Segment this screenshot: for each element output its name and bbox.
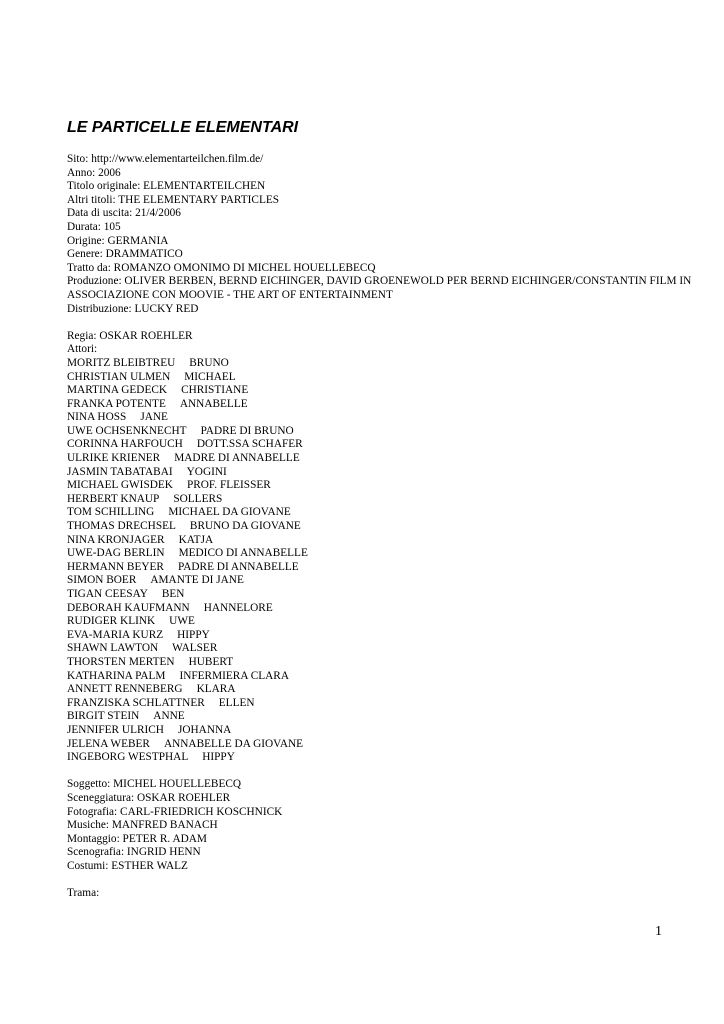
info-label: Distribuzione: bbox=[67, 302, 132, 315]
actor-row bbox=[67, 697, 697, 711]
crew-value: OSKAR ROEHLER bbox=[136, 791, 231, 804]
actor-name: HERMANN BEYER bbox=[67, 560, 164, 573]
actor-name: UWE-DAG BERLIN bbox=[67, 547, 165, 560]
actor-name: NINA HOSS bbox=[67, 411, 127, 424]
actor-row bbox=[67, 534, 697, 548]
info-line bbox=[67, 248, 697, 262]
info-label: Sito: bbox=[67, 153, 89, 165]
info-value: 21/4/2006 bbox=[135, 207, 181, 220]
actor-role: PROF. FLEISSER bbox=[186, 479, 271, 492]
info-value: http://www.elementarteilchen.film.de/ bbox=[91, 153, 264, 165]
actor-row bbox=[67, 615, 697, 629]
info-label: Durata: bbox=[67, 220, 101, 233]
crew-value: MANFRED BANACH bbox=[111, 819, 218, 832]
actor-role: MADRE DI ANNABELLE bbox=[174, 452, 300, 465]
actor-row bbox=[67, 493, 697, 507]
crew-line bbox=[67, 806, 697, 820]
crew-value: PETER R. ADAM bbox=[122, 832, 207, 845]
crew-value: CARL-FRIEDRICH KOSCHNICK bbox=[120, 805, 283, 818]
trama-label: Trama: bbox=[67, 887, 100, 900]
actor-role: KATJA bbox=[178, 533, 214, 546]
actor-name: JENNIFER ULRICH bbox=[67, 723, 164, 736]
actor-name: MORITZ BLEIBTREU bbox=[67, 356, 176, 369]
spacer bbox=[67, 873, 697, 887]
crew-line bbox=[67, 778, 697, 792]
info-line bbox=[67, 153, 697, 167]
actor-name: FRANZISKA SCHLATTNER bbox=[67, 696, 205, 709]
actor-role: BRUNO bbox=[189, 356, 229, 369]
crew-line bbox=[67, 792, 697, 806]
actor-row bbox=[67, 506, 697, 520]
actor-role: JANE bbox=[140, 411, 168, 424]
crew-label: Scenografia: bbox=[67, 846, 125, 859]
info-value: ROMANZO OMONIMO DI MICHEL HOUELLEBECQ bbox=[113, 261, 376, 274]
actor-row bbox=[67, 602, 697, 616]
info-label: Produzione: bbox=[67, 275, 122, 288]
actor-row bbox=[67, 411, 697, 425]
actor-name: DEBORAH KAUFMANN bbox=[67, 601, 190, 614]
actor-name: SHAWN LAWTON bbox=[67, 642, 159, 655]
info-line bbox=[67, 180, 697, 194]
actor-row bbox=[67, 588, 697, 602]
info-label: Altri titoli: bbox=[67, 193, 116, 206]
crew-label: Costumi: bbox=[67, 859, 109, 872]
info-line bbox=[67, 221, 697, 235]
actor-role: MICHAEL bbox=[184, 370, 236, 383]
actor-row bbox=[67, 561, 697, 575]
actor-name: CHRISTIAN ULMEN bbox=[67, 370, 171, 383]
info-value: 105 bbox=[103, 220, 121, 233]
actor-row bbox=[67, 710, 697, 724]
crew-label: Soggetto: bbox=[67, 778, 111, 791]
info-value: LUCKY RED bbox=[134, 302, 199, 315]
actor-name: THORSTEN MERTEN bbox=[67, 655, 175, 668]
actor-row bbox=[67, 547, 697, 561]
actor-name: UWE OCHSENKNECHT bbox=[67, 424, 187, 437]
actors-list bbox=[67, 357, 697, 765]
info-line bbox=[67, 207, 697, 221]
info-label: Titolo originale: bbox=[67, 180, 141, 193]
actor-name: JASMIN TABATABAI bbox=[67, 465, 173, 478]
actor-name: TIGAN CEESAY bbox=[67, 588, 148, 600]
actor-name: HERBERT KNAUP bbox=[67, 492, 160, 505]
actor-row bbox=[67, 656, 697, 670]
actor-name: JELENA WEBER bbox=[67, 737, 150, 750]
actor-name: RUDIGER KLINK bbox=[67, 615, 156, 628]
actor-row bbox=[67, 520, 697, 534]
actor-name: ANNETT RENNEBERG bbox=[67, 683, 183, 696]
actor-role: BEN bbox=[161, 588, 185, 600]
info-value: THE ELEMENTARY PARTICLES bbox=[118, 193, 280, 206]
actor-row bbox=[67, 751, 697, 765]
actor-row bbox=[67, 479, 697, 493]
actor-name: TOM SCHILLING bbox=[67, 506, 155, 519]
actor-row bbox=[67, 642, 697, 656]
actor-role: AMANTE DI JANE bbox=[150, 574, 244, 587]
crew-label: Fotografia: bbox=[67, 805, 118, 818]
actor-name: SIMON BOER bbox=[67, 574, 137, 587]
actor-row bbox=[67, 398, 697, 412]
actor-role: KLARA bbox=[196, 683, 236, 696]
actor-role: ELLEN bbox=[218, 696, 255, 709]
actor-role: HUBERT bbox=[188, 655, 234, 668]
actor-row bbox=[67, 357, 697, 371]
actor-row bbox=[67, 371, 697, 385]
actor-role: YOGINI bbox=[186, 465, 227, 478]
actor-role: ANNABELLE bbox=[179, 397, 248, 410]
actor-role: HANNELORE bbox=[203, 601, 273, 614]
actor-name: MARTINA GEDECK bbox=[67, 384, 168, 397]
actor-role: BRUNO DA GIOVANE bbox=[189, 520, 301, 533]
regia-line bbox=[67, 330, 697, 344]
actor-role: ANNE bbox=[153, 710, 185, 723]
document-title: LE PARTICELLE ELEMENTARI bbox=[67, 119, 299, 136]
info-line bbox=[67, 167, 697, 181]
regia-value: OSKAR ROEHLER bbox=[99, 329, 193, 342]
info-label: Data di uscita: bbox=[67, 207, 133, 220]
crew-line bbox=[67, 819, 697, 833]
crew-line bbox=[67, 833, 697, 847]
info-line bbox=[67, 194, 697, 208]
document-body bbox=[67, 118, 697, 901]
crew-label: Musiche: bbox=[67, 819, 110, 832]
actor-name: NINA KRONJAGER bbox=[67, 533, 165, 546]
actor-row bbox=[67, 438, 697, 452]
crew-line bbox=[67, 846, 697, 860]
actor-role: PADRE DI BRUNO bbox=[200, 424, 294, 437]
actor-row bbox=[67, 466, 697, 480]
crew-label: Sceneggiatura: bbox=[67, 791, 135, 804]
page-number: 1 bbox=[655, 924, 662, 939]
info-value: 2006 bbox=[98, 166, 121, 179]
actor-row bbox=[67, 425, 697, 439]
actor-row bbox=[67, 683, 697, 697]
actor-row bbox=[67, 724, 697, 738]
info-value: ELEMENTARTEILCHEN bbox=[143, 180, 266, 193]
info-label: Origine: bbox=[67, 234, 105, 247]
info-line bbox=[67, 235, 697, 249]
actor-row bbox=[67, 629, 697, 643]
info-label: Genere: bbox=[67, 248, 103, 261]
actor-name: CORINNA HARFOUCH bbox=[67, 438, 183, 451]
info-label: Anno: bbox=[67, 166, 96, 179]
actor-role: MEDICO DI ANNABELLE bbox=[178, 547, 308, 560]
actor-role: PADRE DI ANNABELLE bbox=[177, 560, 299, 573]
attori-label: Attori: bbox=[67, 343, 98, 356]
regia-label: Regia: bbox=[67, 329, 97, 342]
actor-role: MICHAEL DA GIOVANE bbox=[168, 506, 291, 519]
info-line bbox=[67, 303, 697, 317]
info-label: Tratto da: bbox=[67, 261, 111, 274]
actor-name: THOMAS DRECHSEL bbox=[67, 520, 176, 533]
crew-label: Montaggio: bbox=[67, 832, 120, 845]
actor-role: CHRISTIANE bbox=[181, 384, 249, 397]
actor-name: KATHARINA PALM bbox=[67, 669, 166, 682]
actor-row bbox=[67, 574, 697, 588]
spacer bbox=[67, 765, 697, 779]
actor-role: ANNABELLE DA GIOVANE bbox=[163, 737, 304, 750]
actor-name: MICHAEL GWISDEK bbox=[67, 479, 173, 492]
actor-role: HIPPY bbox=[177, 628, 210, 641]
actor-role: HIPPY bbox=[202, 751, 235, 764]
actor-row bbox=[67, 670, 697, 684]
info-section bbox=[67, 153, 697, 316]
actor-name: INGEBORG WESTPHAL bbox=[67, 751, 189, 764]
crew-section bbox=[67, 778, 697, 873]
actor-role: UWE bbox=[169, 615, 195, 628]
actor-name: EVA-MARIA KURZ bbox=[67, 628, 164, 641]
actor-row bbox=[67, 738, 697, 752]
info-value: DRAMMATICO bbox=[105, 248, 183, 261]
crew-value: MICHEL HOUELLEBECQ bbox=[113, 778, 242, 791]
info-value: GERMANIA bbox=[107, 234, 169, 247]
actor-name: FRANKA POTENTE bbox=[67, 397, 166, 410]
actor-role: SOLLERS bbox=[173, 492, 223, 505]
info-value: OLIVER BERBEN, BERND EICHINGER, DAVID GROENEWOLD PER BERND EICHINGER/CONSTANTIN FILM IN ASSOCIAZIONE CON MOOVIE - THE ART OF ENTERTAINMENT bbox=[67, 275, 692, 301]
crew-line bbox=[67, 860, 697, 874]
actor-role: INFERMIERA CLARA bbox=[179, 669, 289, 682]
actor-name: BIRGIT STEIN bbox=[67, 710, 140, 723]
crew-value: INGRID HENN bbox=[126, 846, 201, 859]
actor-role: DOTT.SSA SCHAFER bbox=[196, 438, 303, 451]
actor-name: ULRIKE KRIENER bbox=[67, 452, 161, 465]
crew-value: ESTHER WALZ bbox=[111, 859, 188, 872]
actor-role: WALSER bbox=[172, 642, 218, 655]
actor-role: JOHANNA bbox=[177, 723, 232, 736]
spacer bbox=[67, 316, 697, 330]
info-line bbox=[67, 275, 697, 302]
info-line bbox=[67, 262, 697, 276]
actor-row bbox=[67, 384, 697, 398]
actor-row bbox=[67, 452, 697, 466]
